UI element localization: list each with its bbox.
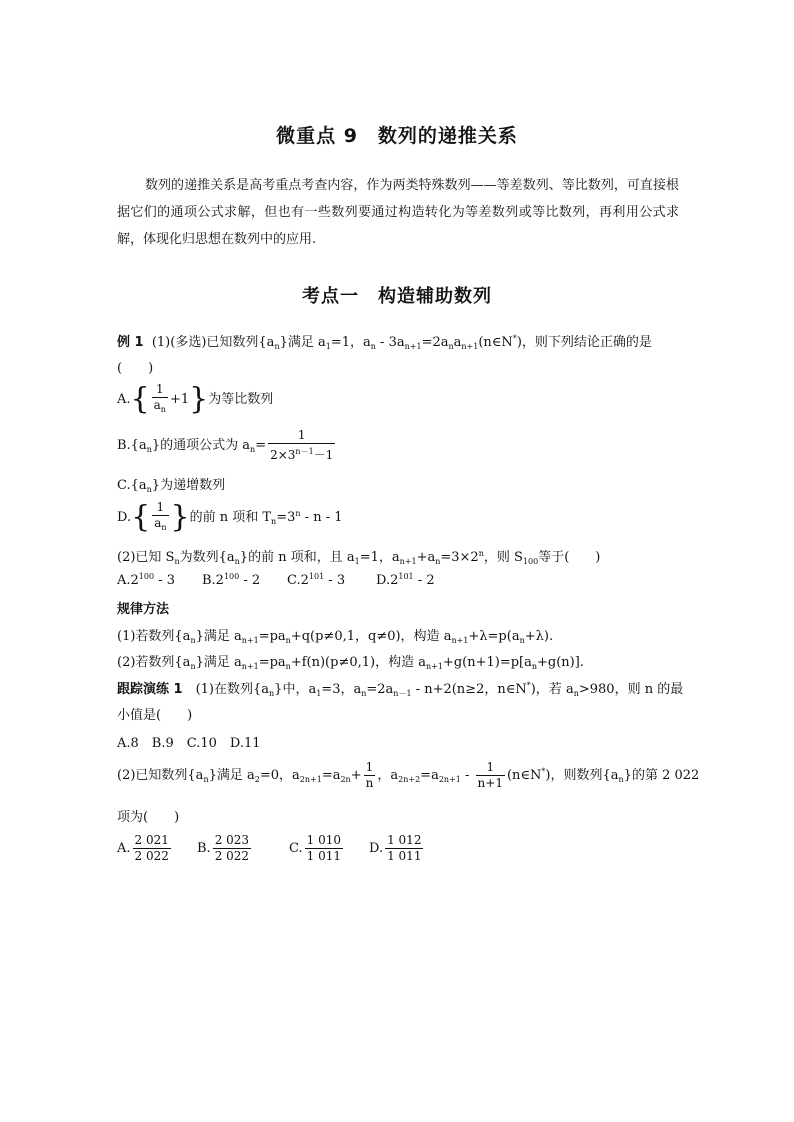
practice-question-1-options: A.8 B.9 C.10 D.11	[117, 736, 261, 751]
example1-question: 例 1 (1)(多选)已知数列$\{a_n\}$满足 $a_1=1$，$a_n$ - $3a_{n+1}=2a_na_{n+1}(n\in N^*)$，则下列结论正确的是	[117, 334, 652, 351]
example1-part2-options: $A.2^{100} - 3$ $B.2^{100} - 2$ $C.2^{101} - 3$ $D.2^{101} - 2$	[117, 572, 435, 588]
intro-paragraph: 数列的递推关系是高考重点考查内容，作为两类特殊数列——等差数列、等比数列，可直接根据它们的通项公式求解，但也有一些数列要通过构造转化为等差数列或等比数列，再利用公式求解，体现化归思想在数列中的应用.	[117, 178, 679, 247]
practice-label: 跟踪演练 1	[117, 682, 183, 697]
practice-question-2-line2: 项为( )	[117, 810, 180, 825]
method-line-1: (1)若数列$\{a_n\}$满足 $a_{n+1}=pa_n+q(p\ne 0,1$，q≠0)，构造 $a_{n+1}+\lambda=p(a_n+\lambda)$.	[117, 629, 554, 645]
method-line-2: (2)若数列$\{a_n\}$满足 $a_{n+1}=pa_n+f(n)(p\ne 0,1)$，构造 $a_{n+1}+g(n+1)=p[a_n+g(n)]$.	[117, 655, 584, 671]
answer-option: A. $\frac{2 021}{2 022}$	[117, 833, 169, 863]
practice-question-2: (2)已知数列$\{a_n\}$满足 $a_2=0$，$a_{2n+1}=a_{2n}+$ $\frac{1}{n}$ ，$a_{2n+2}=a_{2n+1}$ - $\frac{1}{n+1}$ (n∈N*)，则数列$\{a_n\}$的第 2 022	[117, 760, 700, 790]
example1-part2: (2)已知 $S_n$为数列$\{a_n\}$的前 n 项和，且 $a_1=1$，$a_{n+1}+a_n=3\times 2^n$，则 $S_{100}$等于( )	[117, 549, 601, 566]
option-a: A.{ $\frac{1}{a_n}$ +1}为等比数列	[117, 381, 274, 417]
option-c: $C.\{a_n\}$为递增数列	[117, 478, 226, 494]
practice-question-1-line2: 小值是( )	[117, 708, 193, 723]
option-b: $B.\{a_n\}$的通项公式为 $a_n=$ $\frac{1}{2\times 3^{n-1}-1}$	[117, 428, 334, 462]
answer-option: B. $\frac{2 023}{2 022}$	[197, 833, 250, 863]
fraction: $\frac{1}{a_n}$	[152, 500, 168, 535]
example1-paren: ( )	[117, 361, 154, 376]
practice-question-1: 跟踪演练 1 (1)在数列$\{a_n\}$中，$a_1=3$，$a_n=2a_{n-1} - n+2(n\ge 2$，n∈N*)，若 $a_n>980$，则 n 的最	[117, 681, 684, 698]
page-title: 微重点 9 数列的递推关系	[276, 125, 518, 147]
section-title: 考点一 构造辅助数列	[302, 286, 492, 307]
method-heading: 规律方法	[117, 602, 170, 617]
answer-option: C. $\frac{1 010}{1 011}$	[289, 833, 341, 863]
fraction: $\frac{1}{n}$	[365, 760, 374, 790]
fraction: $\frac{1}{2\times 3^{n-1}-1}$	[270, 428, 334, 462]
option-d: D.{ $\frac{1}{a_n}$ }的前 n 项和 $T_n=3^n - n - 1$	[117, 499, 343, 535]
practice-question-2-options	[117, 833, 425, 864]
fraction: $\frac{1}{a_n}$	[152, 382, 168, 417]
answer-option: D. $\frac{1 012}{1 011}$	[369, 833, 422, 863]
example-label: 例 1	[117, 335, 144, 350]
fraction: $\frac{1}{n+1}$	[477, 760, 503, 790]
